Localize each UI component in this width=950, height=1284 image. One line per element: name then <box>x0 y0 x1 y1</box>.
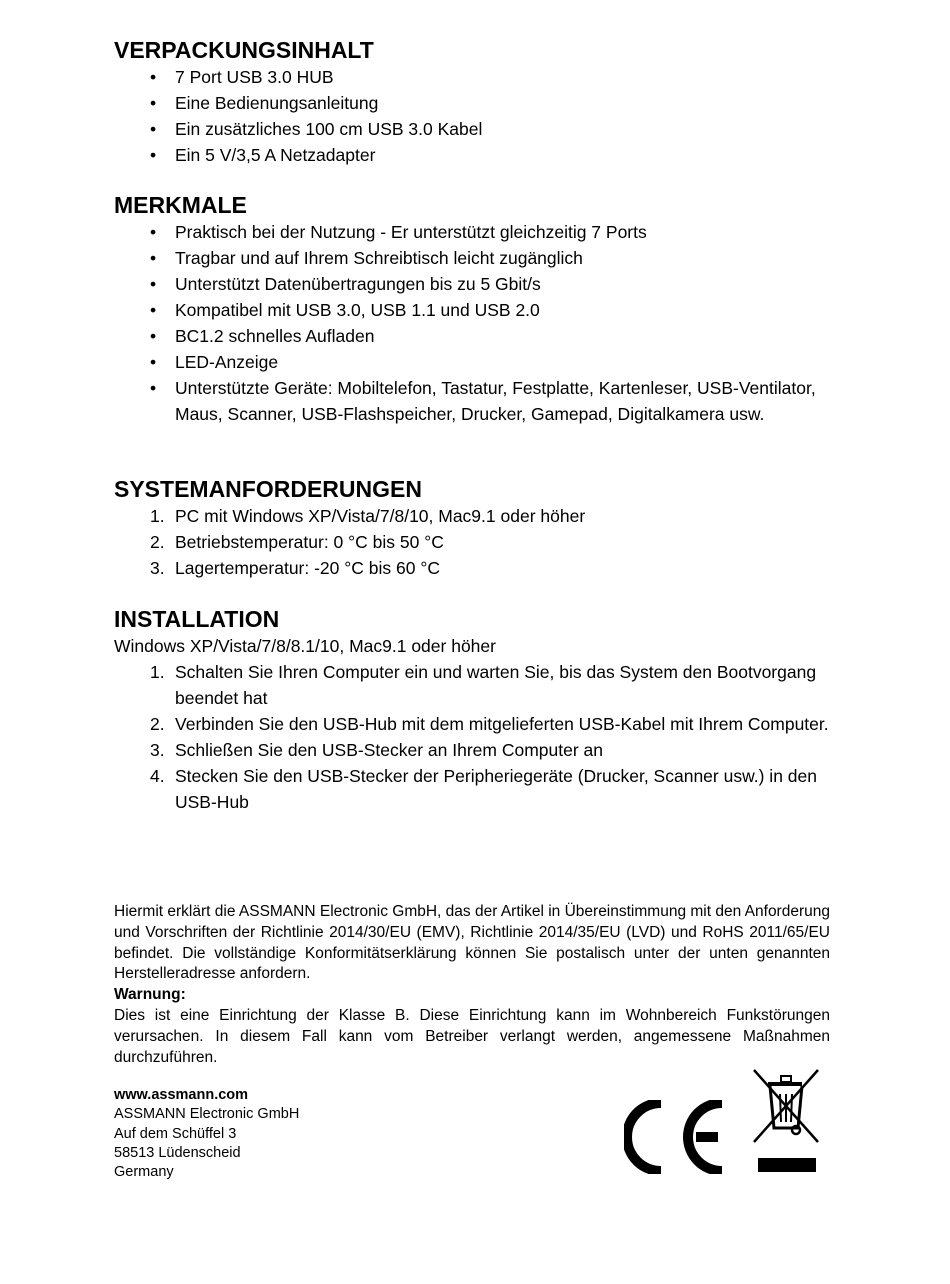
bullet-marker: • <box>150 378 157 398</box>
address-city: 58513 Lüdenscheid <box>114 1144 241 1161</box>
packaging-heading: VERPACKUNGSINHALT <box>114 37 374 63</box>
installation-steps <box>114 659 830 815</box>
warning-title: Warnung: <box>114 986 186 1004</box>
address-street: Auf dem Schüffel 3 <box>114 1125 237 1142</box>
bullet-marker: • <box>150 145 157 165</box>
bullet-marker: • <box>150 248 157 268</box>
list-item: 3. Schließen Sie den USB-Stecker an Ihrem Computer an <box>114 737 830 763</box>
warning-text: Dies ist eine Einrichtung der Klasse B. Diese Einrichtung kann im Wohnbereich Funkstörungen verursachen. In diesem Fall kann vom Betreiber verlangt werden, angemessene Maßnahmen durchzuführen. <box>114 1006 830 1066</box>
number-marker: 3. <box>150 740 165 760</box>
list-item: • Praktisch bei der Nutzung - Er unterstützt gleichzeitig 7 Ports <box>114 219 830 245</box>
features-heading: MERKMALE <box>114 192 247 218</box>
list-item: 1. Schalten Sie Ihren Computer ein und warten Sie, bis das System den Bootvorgang beendet hat <box>114 659 830 711</box>
list-item: • LED-Anzeige <box>114 349 830 375</box>
list-item: 3. Lagertemperatur: -20 °C bis 60 °C <box>114 555 830 581</box>
list-item: 2. Betriebstemperatur: 0 °C bis 50 °C <box>114 529 830 555</box>
requirements-list <box>114 503 830 581</box>
requirements-heading: SYSTEMANFORDERUNGEN <box>114 476 422 502</box>
packaging-section <box>114 36 830 168</box>
weee-crossed-bin-icon <box>750 1066 822 1174</box>
bullet-marker: • <box>150 67 157 87</box>
list-item: • Eine Bedienungsanleitung <box>114 90 830 116</box>
number-marker: 4. <box>150 766 165 786</box>
list-item: • Tragbar und auf Ihrem Schreibtisch leicht zugänglich <box>114 245 830 271</box>
company-name: ASSMANN Electronic GmbH <box>114 1106 300 1123</box>
list-item: • Kompatibel mit USB 3.0, USB 1.1 und USB 2.0 <box>114 297 830 323</box>
list-item: • 7 Port USB 3.0 HUB <box>114 64 830 90</box>
conformity-declaration <box>114 902 830 1068</box>
list-item: 4. Stecken Sie den USB-Stecker der Peripheriegeräte (Drucker, Scanner usw.) in den USB-Hub <box>114 763 830 815</box>
manufacturer-address <box>114 1086 514 1182</box>
number-marker: 1. <box>150 662 165 682</box>
requirements-section <box>114 475 830 581</box>
declaration-text: Hiermit erklärt die ASSMANN Electronic GmbH, das der Artikel in Übereinstimmung mit den Anforderung und Vorschriften der Richtlinie 2014/30/EU (EMV), Richtlinie 2014/35/EU (LVD) und RoHS 2011/65/EU befindet. Die vollständige Konformitätserklärung können Sie postalisch unter der unten genannten Herstelleradresse anfordern. <box>114 903 830 983</box>
features-list <box>114 219 830 427</box>
address-country: Germany <box>114 1164 174 1181</box>
installation-section <box>114 605 830 815</box>
list-item: • Ein 5 V/3,5 A Netzadapter <box>114 142 830 168</box>
list-item: • Unterstützt Datenübertragungen bis zu 5 Gbit/s <box>114 271 830 297</box>
bullet-marker: • <box>150 300 157 320</box>
bullet-marker: • <box>150 93 157 113</box>
number-marker: 2. <box>150 714 165 734</box>
number-marker: 3. <box>150 558 165 578</box>
number-marker: 2. <box>150 532 165 552</box>
list-item: • Ein zusätzliches 100 cm USB 3.0 Kabel <box>114 116 830 142</box>
bullet-marker: • <box>150 326 157 346</box>
ce-mark-icon <box>624 1100 726 1174</box>
list-item: 1. PC mit Windows XP/Vista/7/8/10, Mac9.1 oder höher <box>114 503 830 529</box>
number-marker: 1. <box>150 506 165 526</box>
list-item: 2. Verbinden Sie den USB-Hub mit dem mitgelieferten USB-Kabel mit Ihrem Computer. <box>114 711 830 737</box>
bullet-marker: • <box>150 222 157 242</box>
bullet-marker: • <box>150 274 157 294</box>
packaging-list <box>114 64 830 168</box>
list-item: • BC1.2 schnelles Aufladen <box>114 323 830 349</box>
bullet-marker: • <box>150 352 157 372</box>
installation-intro: Windows XP/Vista/7/8/8.1/10, Mac9.1 oder höher <box>114 636 496 656</box>
bullet-marker: • <box>150 119 157 139</box>
features-section <box>114 191 830 427</box>
website-link[interactable]: www.assmann.com <box>114 1087 249 1103</box>
installation-heading: INSTALLATION <box>114 606 280 632</box>
list-item: • Unterstützte Geräte: Mobiltelefon, Tastatur, Festplatte, Kartenleser, USB-Ventilator, Maus, Scanner, USB-Flashspeicher, Drucker, Gamepad, Digitalkamera usw. <box>114 375 830 427</box>
